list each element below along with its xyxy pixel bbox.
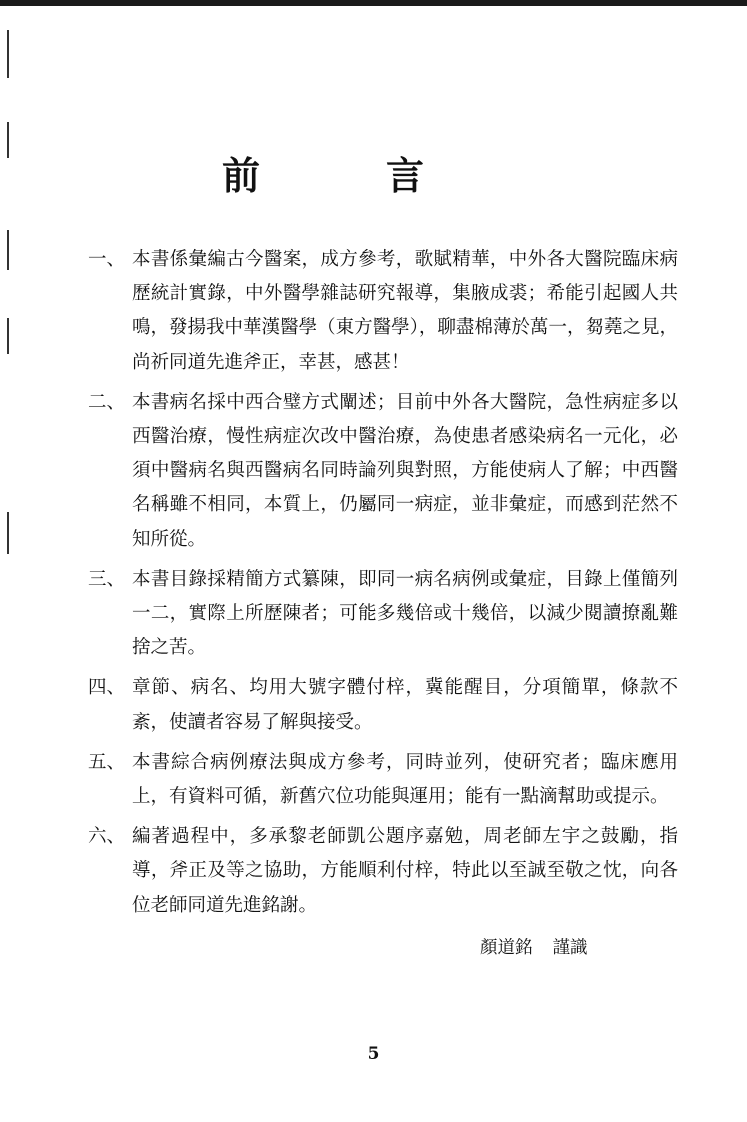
item-number: 三、 [88, 568, 126, 590]
item-number: 四、 [88, 677, 126, 699]
item-text: 本書病名採中西合璧方式闡述；目前中外各大醫院，急性病症多以西醫治療，慢性病症次改中醫治療，為使患者感染病名一元化，必須中醫病名與西醫病名同時論列與對照，方能使病人了解；中西醫名稱雖不相同，本質上，仍屬同一病症，並非彙症，而感到茫然不知所從。 [132, 391, 678, 550]
item-text: 本書係彙編古今醫案，成方參考，歌賦精華，中外各大醫院臨床病歷統計實錄，中外醫學雜誌研究報導，集腋成裘；希能引起國人共鳴，發揚我中華漢醫學（東方醫學），聊盡棉薄於萬一，芻蕘之見，尚祈同道先進斧正，幸甚，感甚！ [132, 249, 678, 373]
page-title: 前 言 [221, 153, 468, 198]
signature-note: 謹識 [552, 938, 588, 958]
item-number: 五、 [88, 751, 126, 773]
margin-mark [7, 30, 9, 78]
list-item [88, 243, 678, 380]
item-number: 二、 [88, 391, 126, 413]
item-text: 本書綜合病例療法與成方參考，同時並列，使研究者；臨床應用上，有資料可循，新舊穴位功能與運用；能有一點滴幫助或提示。 [132, 751, 678, 808]
list-item [88, 820, 678, 923]
list-item [88, 671, 678, 739]
top-border-rule [0, 0, 747, 6]
item-number: 六、 [88, 826, 126, 848]
list-item [88, 746, 678, 814]
signature [480, 934, 588, 962]
item-number: 一、 [88, 249, 126, 270]
preface-list [88, 243, 678, 929]
margin-mark [7, 230, 9, 270]
item-text: 編著過程中，多承黎老師凱公題序嘉勉，周老師左宇之鼓勵，指導，斧正及等之協助，方能順利付梓，特此以至誠至敬之忱，向各位老師同道先進銘謝。 [132, 826, 678, 916]
list-item [88, 386, 678, 557]
margin-mark [7, 318, 9, 354]
list-item [88, 563, 678, 666]
item-text: 章節、病名、均用大號字體付梓，冀能醒目，分項簡單，條款不紊，使讀者容易了解與接受。 [132, 677, 678, 733]
author-name: 顏道銘 [480, 938, 533, 958]
margin-mark [7, 512, 9, 554]
page-number: 5 [367, 1044, 380, 1064]
item-text: 本書目錄採精簡方式纂陳，即同一病名病例或彙症，目錄上僅簡列一二，實際上所歷陳者；可能多幾倍或十幾倍，以減少閱讀撩亂難捨之苦。 [132, 568, 678, 659]
